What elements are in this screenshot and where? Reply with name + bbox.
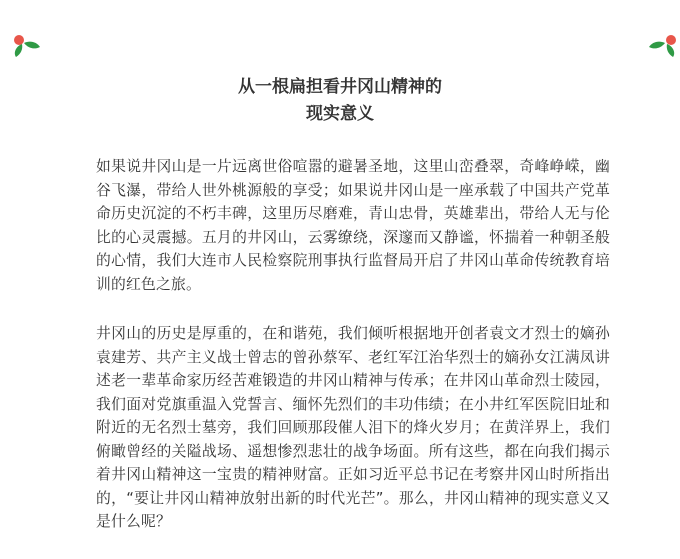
- article-title: [0, 74, 680, 128]
- berry-leaf-icon-left: [10, 30, 44, 64]
- article-paragraph-2: 井冈山的历史是厚重的，在和谐苑，我们倾听根据地开创者袁文才烈士的嫡孙袁建芳、共产主义战士曾志的曾孙蔡军、老红军江治华烈士的嫡孙女江满凤讲述老一辈革命家历经苦难锻造的井冈山精神与传承；在井冈山革命烈士陵园，我们面对党旗重温入党誓言、缅怀先烈们的丰功伟绩；在小井红军医院旧址和附近的无名烈士墓旁，我们回顾那段催人泪下的烽火岁月；在黄洋界上，我们俯瞰曾经的关隘战场、遥想惨烈悲壮的战争场面。所有这些，都在向我们揭示着井冈山精神这一宝贵的精神财富。正如习近平总书记在考察井冈山时所指出的，“要让井冈山精神放射出新的时代光芒”。那么，井冈山精神的现实意义又是什么呢？: [96, 325, 610, 530]
- article-paragraph-1: 如果说井冈山是一片远离世俗喧嚣的避暑圣地，这里山峦叠翠，奇峰峥嵘，幽谷飞瀑，带给人世外桃源般的享受；如果说井冈山是一座承载了中国共产党革命历史沉淀的不朽丰碑，这里历尽磨难，青山忠骨，英雄辈出，带给人无与伦比的心灵震撼。五月的井冈山，云雾缭绕，深邃而又静谧，怀揣着一种朝圣般的心情，我们大连市人民检察院刑事执行监督局开启了井冈山革命传统教育培训的红色之旅。: [96, 158, 610, 293]
- berry-leaf-icon-right: [646, 30, 680, 64]
- article-title-line-1: 从一根扁担看井冈山精神的: [238, 77, 442, 97]
- article-title-line-2: 现实意义: [306, 104, 374, 124]
